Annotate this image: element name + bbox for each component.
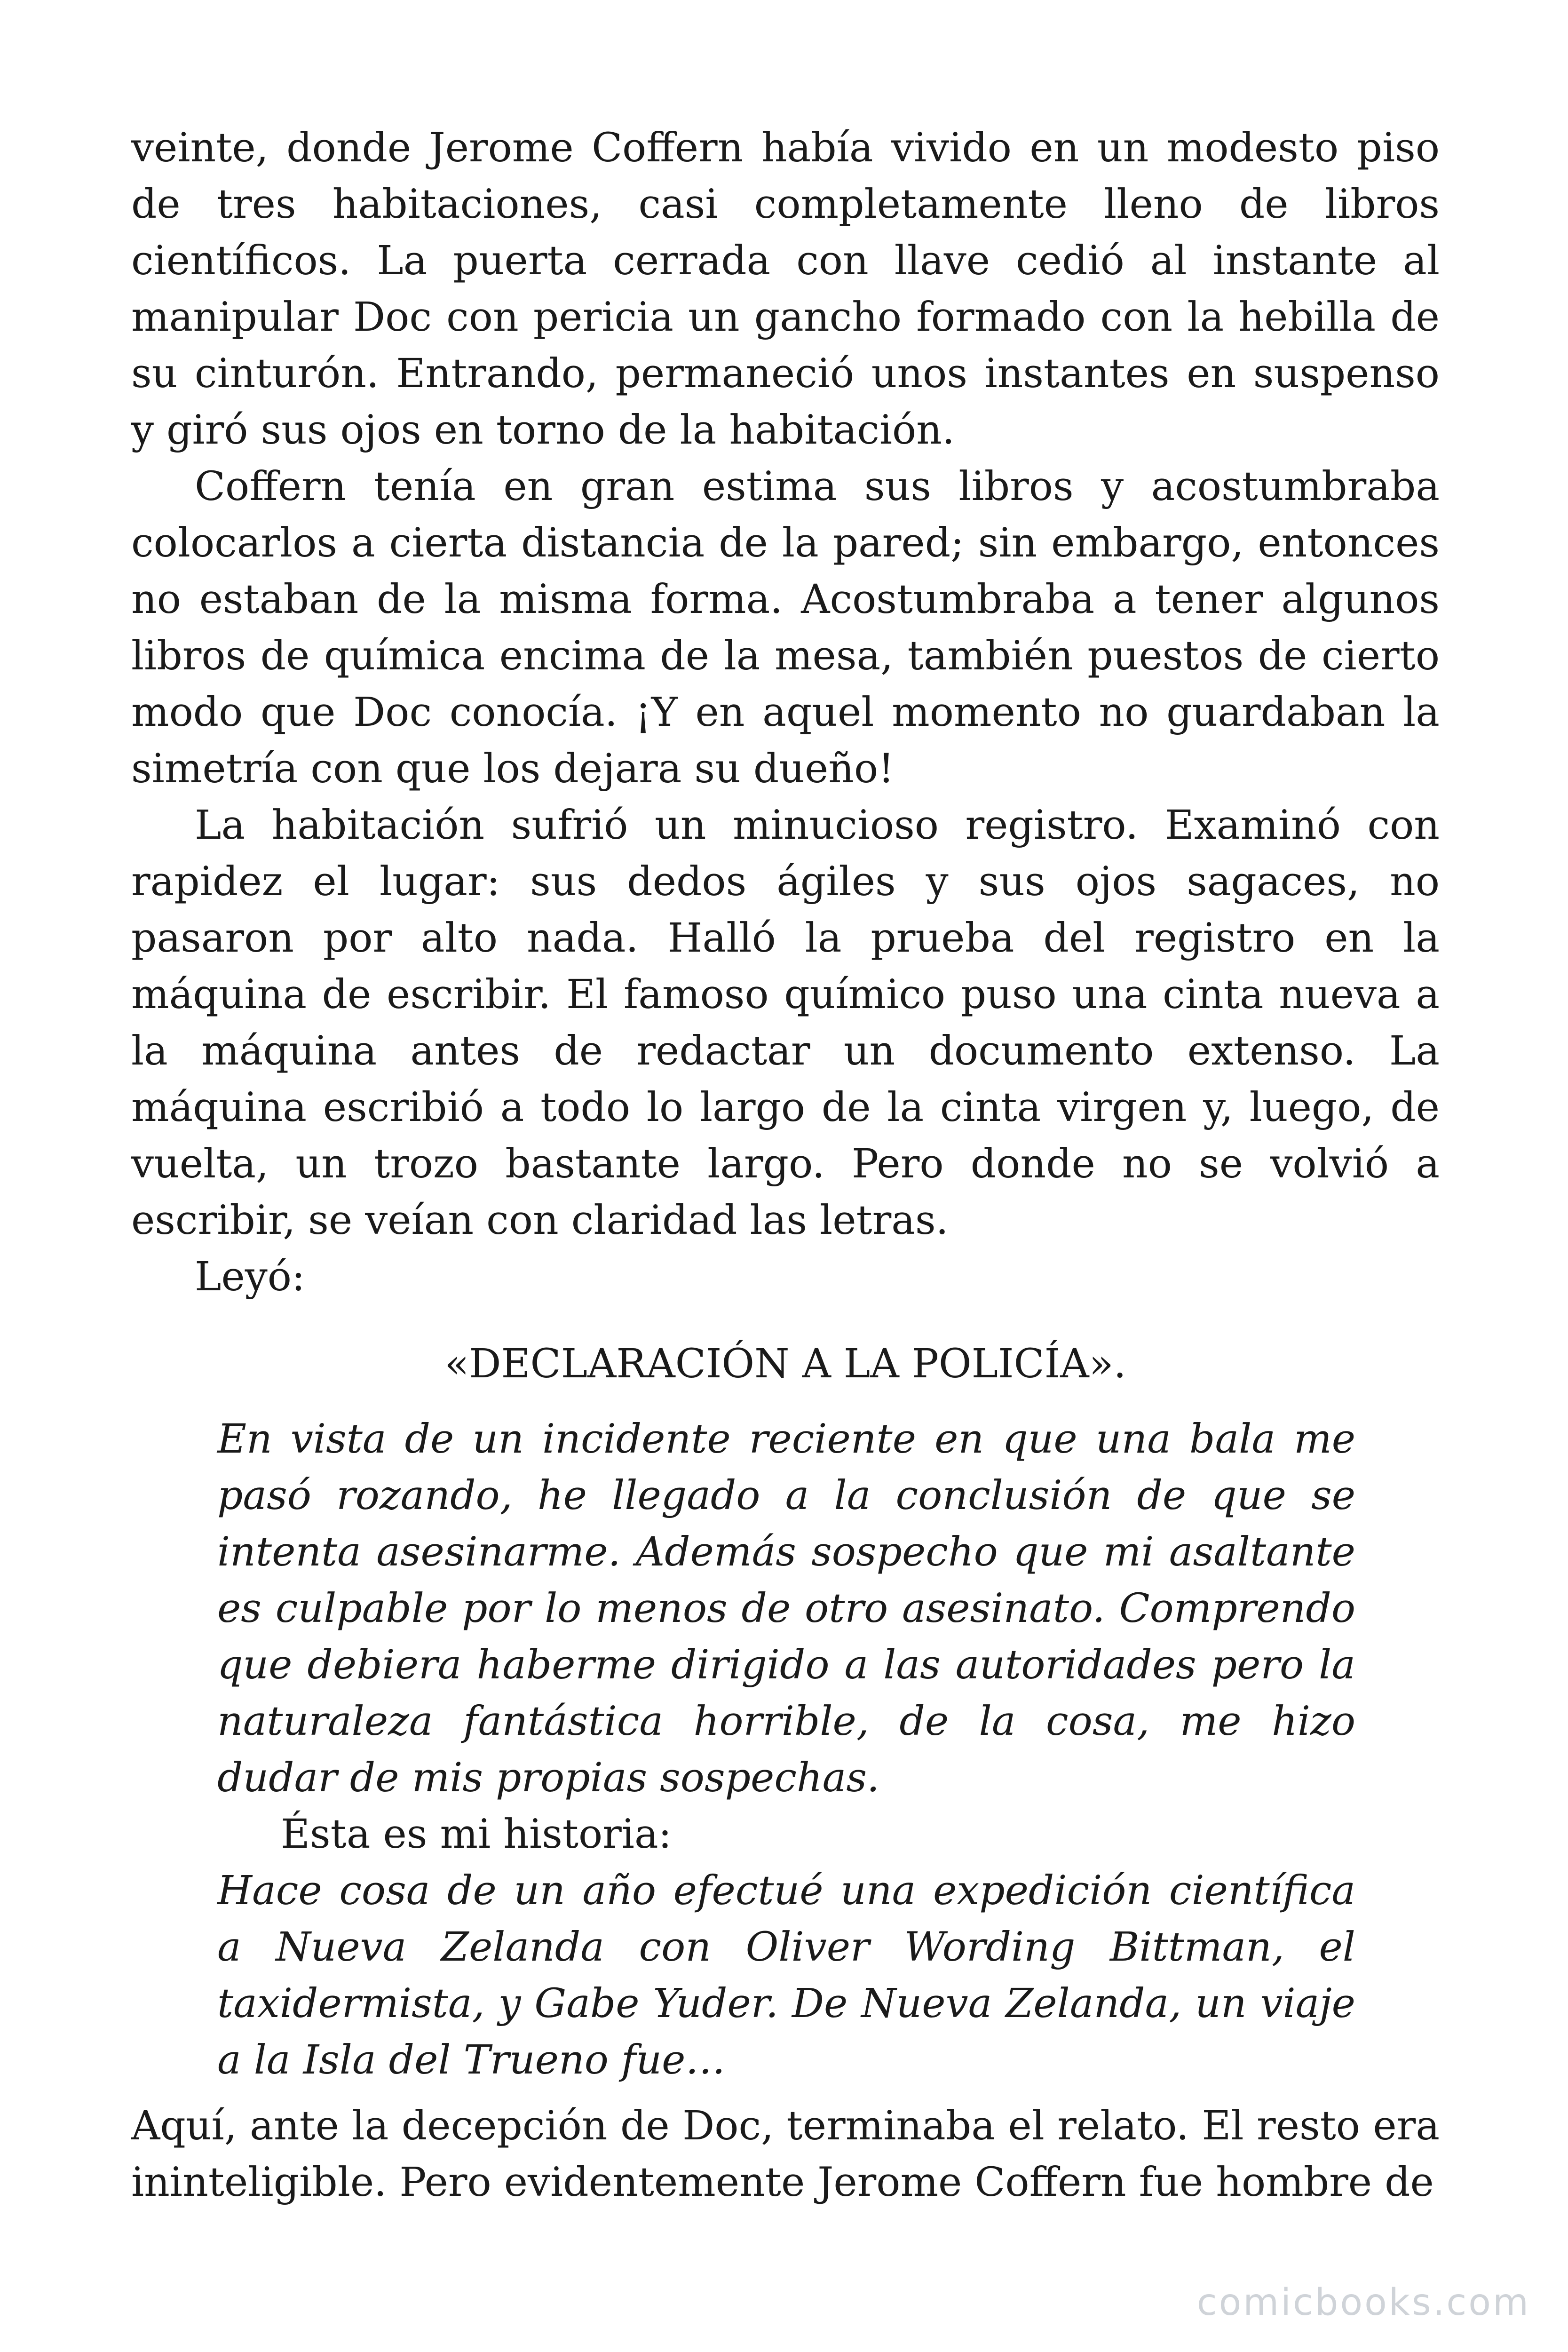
letter-paragraph-1: En vista de un incidente reciente en que una bala me pasó rozando, he llegado a la conclusión de que se intenta asesinarme. Además sospecho que mi asaltante es culpable por lo menos de otro asesinato. Comprendo que debiera haberme dirigido a las autoridades pero la naturaleza fantástica horrible, de la cosa, me hizo dudar de mis propias sospechas. [217, 1416, 1355, 1801]
letter-heading: «DECLARACIÓN A LA POLICÍA». [444, 1341, 1126, 1387]
paragraph-4: Leyó: [195, 1254, 305, 1300]
letter-paragraph-2: Hace cosa de un año efectué una expedición científica a Nueva Zelanda con Oliver Wording Bittman, el taxidermista, y Gabe Yuder. De Nueva Zelanda, un viaje a la Isla del Trueno fue… [217, 1867, 1355, 2083]
closing-text [131, 2098, 1440, 2211]
paragraph-1: veinte, donde Jerome Coffern había vivido en un modesto piso de tres habitaciones, casi completamente lleno de libros científicos. La puerta cerrada con llave cedió al instante al manipular Doc con pericia un gancho formado con la hebilla de su cinturón. Entrando, permaneció unos instantes en suspenso y giró sus ojos en torno de la habitación. [131, 125, 1440, 453]
letter-story-intro: Ésta es mi historia: [281, 1811, 672, 1858]
main-text [131, 120, 1440, 1305]
closing-paragraph: Aquí, ante la decepción de Doc, terminaba el relato. El resto era ininteligible. Pero evidentemente Jerome Coffern fue hombre de [131, 2103, 1440, 2206]
paragraph-3: La habitación sufrió un minucioso registro. Examinó con rapidez el lugar: sus dedos ágiles y sus ojos sagaces, no pasaron por alto nada. Halló la prueba del registro en la máquina de escribir. El famoso químico puso una cinta nueva a la máquina antes de redactar un documento extenso. La máquina escribió a todo lo largo de la cinta virgen y, luego, de vuelta, un trozo bastante largo. Pero donde no se volvió a escribir, se veían con claridad las letras. [131, 802, 1440, 1244]
paragraph-2: Coffern tenía en gran estima sus libros y acostumbraba colocarlos a cierta distancia de la pared; sin embargo, entonces no estaban de la misma forma. Acostumbraba a tener algunos libros de química encima de la mesa, también puestos de cierto modo que Doc conocía. ¡Y en aquel momento no guardaban la simetría con que los dejara su dueño! [131, 463, 1440, 792]
watermark: comicbooks.com [1196, 2281, 1530, 2324]
letter-body [217, 1411, 1355, 2089]
